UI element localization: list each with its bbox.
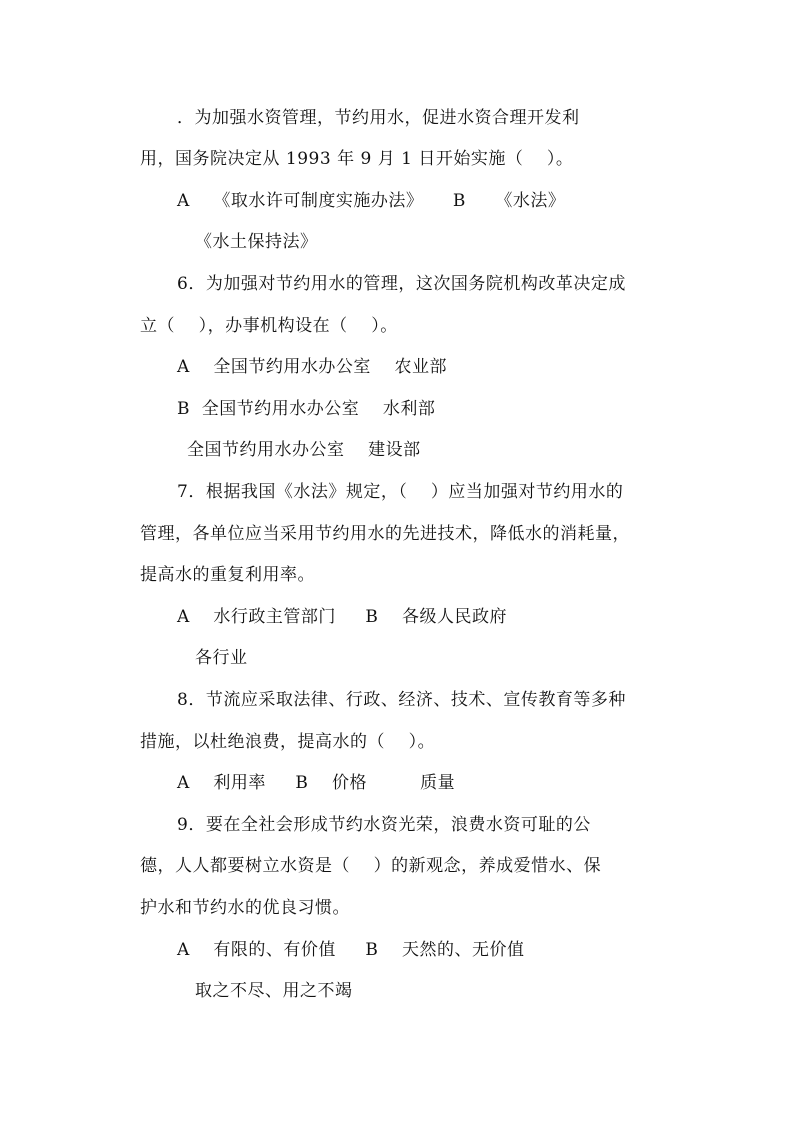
question-9-options-ab: A 有限的、有价值 B 天然的、无价值: [177, 940, 525, 960]
question-9-line-3: 护水和节约水的优良习惯。: [140, 898, 350, 918]
question-7-line-1: 7．根据我国《水法》规定，（ ）应当加强对节约用水的: [177, 482, 624, 502]
question-7-line-3: 提高水的重复利用率。: [140, 565, 315, 585]
question-6-option-a: A 全国节约用水办公室 农业部: [177, 357, 448, 377]
question-8-line-2: 措施，以杜绝浪费，提高水的（ ）。: [140, 732, 436, 752]
question-5-line-1: ．为加强水资管理，节约用水，促进水资合理开发利: [177, 108, 580, 128]
question-6-option-b: B 全国节约用水办公室 水利部: [177, 399, 436, 419]
question-6-line-2: 立（ ），办事机构设在（ ）。: [140, 316, 398, 336]
question-8-line-1: 8．节流应采取法律、行政、经济、技术、宣传教育等多种: [177, 690, 626, 710]
question-5-line-2: 用，国务院决定从 1993 年 9 月 1 日开始实施（ ）。: [140, 149, 574, 169]
question-8-options: A 利用率 B 价格 质量: [177, 773, 456, 793]
question-9-line-1: 9．要在全社会形成节约水资光荣，浪费水资可耻的公: [177, 815, 591, 835]
question-7-option-c: 各行业: [195, 648, 248, 668]
question-6-option-c: 全国节约用水办公室 建设部: [187, 440, 421, 460]
question-5-option-c: 《水土保持法》: [195, 232, 318, 252]
question-7-line-2: 管理，各单位应当采用节约用水的先进技术，降低水的消耗量，: [140, 524, 630, 544]
question-6-line-1: 6．为加强对节约用水的管理，这次国务院机构改革决定成: [177, 274, 626, 294]
question-5-options-ab: A 《取水许可制度实施办法》 B 《水法》: [177, 191, 566, 211]
question-7-options-ab: A 水行政主管部门 B 各级人民政府: [177, 607, 508, 627]
question-9-line-2: 德，人人都要树立水资是（ ）的新观念，养成爱惜水、保: [140, 856, 602, 876]
question-9-option-c: 取之不尽、用之不竭: [195, 981, 353, 1001]
